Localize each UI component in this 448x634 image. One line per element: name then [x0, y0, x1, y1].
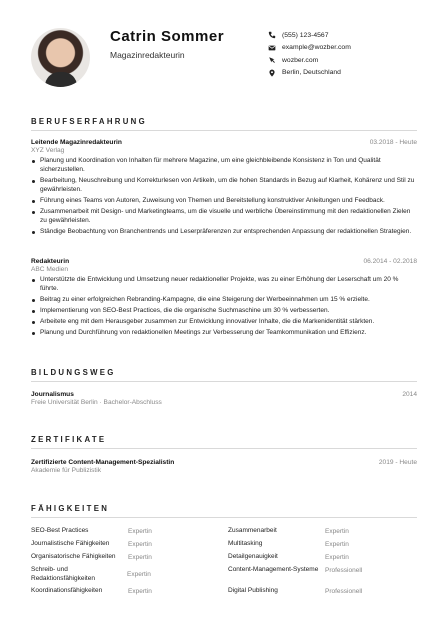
- location-icon: [268, 69, 276, 77]
- experience-entry: [31, 258, 417, 340]
- list-item: Ständige Beobachtung von Branchentrends und Leserpräferenzen zur entsprechenden Anpassung der redaktionellen Strategien.: [31, 228, 417, 237]
- skill-level: Expertin: [127, 571, 151, 578]
- skill-level: Professionell: [325, 587, 363, 595]
- skill-item: [31, 553, 152, 562]
- skill-level: Expertin: [128, 553, 152, 561]
- list-item: Führung eines Teams von Autoren, Zuweisung von Themen und Bereitstellung konstruktiver Anleitungen und Feedback.: [31, 197, 417, 206]
- skill-name: Digital Publishing: [228, 587, 278, 594]
- list-item: Unterstützte die Entwicklung und Umsetzung neuer redaktioneller Projekte, was zu einer Erhöhung der Leserschaft um 20 % führte.: [31, 276, 417, 294]
- job-bullets: [31, 157, 417, 237]
- skill-name: Multitasking: [228, 540, 263, 547]
- skill-level: Professionell: [325, 566, 363, 574]
- email-icon: [268, 44, 276, 52]
- education-entry: [31, 391, 417, 406]
- job-company: ABC Medien: [31, 266, 69, 273]
- section-divider: [31, 381, 417, 382]
- skill-name: Content-Management-Systeme: [228, 566, 319, 573]
- certificate-date: 2019 - Heute: [378, 459, 417, 466]
- list-item: Planung und Koordination von Inhalten für mehrere Magazine, um eine gleichbleibende Konsistenz in Ton und Qualität sicherzustellen.: [31, 157, 417, 175]
- job-bullets: [31, 276, 417, 338]
- skill-level: Expertin: [325, 553, 349, 561]
- list-item: Beitrag zu einer erfolgreichen Rebranding-Kampagne, die eine Steigerung der Werbeeinnahmen um 15 % erzielte.: [31, 296, 417, 305]
- degree-title: Journalismus: [31, 391, 74, 398]
- skill-level: Expertin: [325, 540, 349, 548]
- job-date: 06.2014 - 02.2018: [363, 258, 417, 265]
- certificate-entry: [31, 459, 417, 474]
- job-title: Redakteurin: [31, 258, 70, 265]
- section-title-skills: FÄHIGKEITEN: [31, 504, 110, 513]
- skill-name: Organisatorische Fähigkeiten: [31, 553, 116, 560]
- certificate-title: Zertifizierte Content-Management-Spezialistin: [31, 459, 175, 466]
- section-divider: [31, 517, 417, 518]
- contact-website-text: wozber.com: [282, 56, 319, 64]
- contact-phone: [268, 29, 351, 42]
- list-item: Zusammenarbeit mit Design- und Marketingteams, um die visuelle und werbliche Übereinstimmung mit den redaktionellen Zielen zu gewährleisten.: [31, 208, 417, 226]
- skill-item: [31, 540, 152, 549]
- list-item: Arbeitete eng mit dem Herausgeber zusammen zur Entwicklung innovativer Inhalte, die die Markenidentität stärkten.: [31, 318, 417, 327]
- contact-website[interactable]: [268, 54, 351, 67]
- certificate-issuer: Akademie für Publizistik: [31, 467, 101, 474]
- skill-item: [228, 553, 349, 562]
- skill-name: Schreib- und Redaktionsfähigkeiten: [31, 566, 95, 582]
- skill-level: Expertin: [325, 527, 349, 535]
- skill-item: [228, 587, 362, 596]
- skill-name: Zusammenarbeit: [228, 527, 277, 534]
- degree-date: 2014: [402, 391, 417, 398]
- job-date: 03.2018 - Heute: [369, 139, 417, 146]
- contact-email-text: example@wozber.com: [282, 44, 351, 52]
- avatar: [31, 28, 90, 87]
- candidate-role: Magazinredakteurin: [110, 50, 185, 60]
- list-item: Planung und Durchführung von redaktionellen Meetings zur Verbesserung der Teamkommunikation und Effizienz.: [31, 329, 417, 338]
- job-company: XYZ Verlag: [31, 147, 65, 154]
- contact-location-text: Berlin, Deutschland: [282, 69, 341, 77]
- skill-name: Journalistische Fähigkeiten: [31, 540, 110, 547]
- section-divider: [31, 130, 417, 131]
- candidate-name: Catrin Sommer: [110, 28, 225, 45]
- contact-email[interactable]: [268, 42, 351, 55]
- list-item: Bearbeitung, Neuschreibung und Korrekturlesen von Artikeln, um die hohen Standards in Bezug auf Klarheit, Kohärenz und Stil zu gewährleisten.: [31, 177, 417, 195]
- skill-level: Expertin: [128, 587, 152, 595]
- section-title-experience: BERUFSERFAHRUNG: [31, 117, 147, 126]
- skill-name: Koordinationsfähigkeiten: [31, 587, 103, 594]
- section-divider: [31, 448, 417, 449]
- skill-item: [228, 540, 349, 549]
- job-title: Leitende Magazinredakteurin: [31, 139, 122, 146]
- section-title-education: BILDUNGSWEG: [31, 368, 116, 377]
- skill-item: [228, 527, 349, 536]
- contact-phone-text: (555) 123-4567: [282, 31, 329, 39]
- phone-icon: [268, 31, 276, 39]
- skill-level: Expertin: [128, 527, 152, 535]
- contact-location: [268, 67, 351, 80]
- list-item: Implementierung von SEO-Best Practices, die die organische Suchmaschine um 30 % verbesserten.: [31, 307, 417, 316]
- contact-list: [268, 29, 351, 79]
- skill-item: [31, 587, 152, 596]
- experience-entry: [31, 139, 417, 239]
- skill-item: [31, 566, 151, 583]
- skill-item: [228, 566, 362, 575]
- skill-level: Expertin: [128, 540, 152, 548]
- degree-institution: Freie Universität Berlin · Bachelor-Abschluss: [31, 399, 162, 406]
- skill-item: [31, 527, 152, 536]
- resume-header: [0, 0, 448, 100]
- section-title-certificates: ZERTIFIKATE: [31, 435, 107, 444]
- skill-name: Detailgenauigkeit: [228, 553, 278, 560]
- skill-name: SEO-Best Practices: [31, 527, 89, 534]
- link-icon: [268, 56, 276, 64]
